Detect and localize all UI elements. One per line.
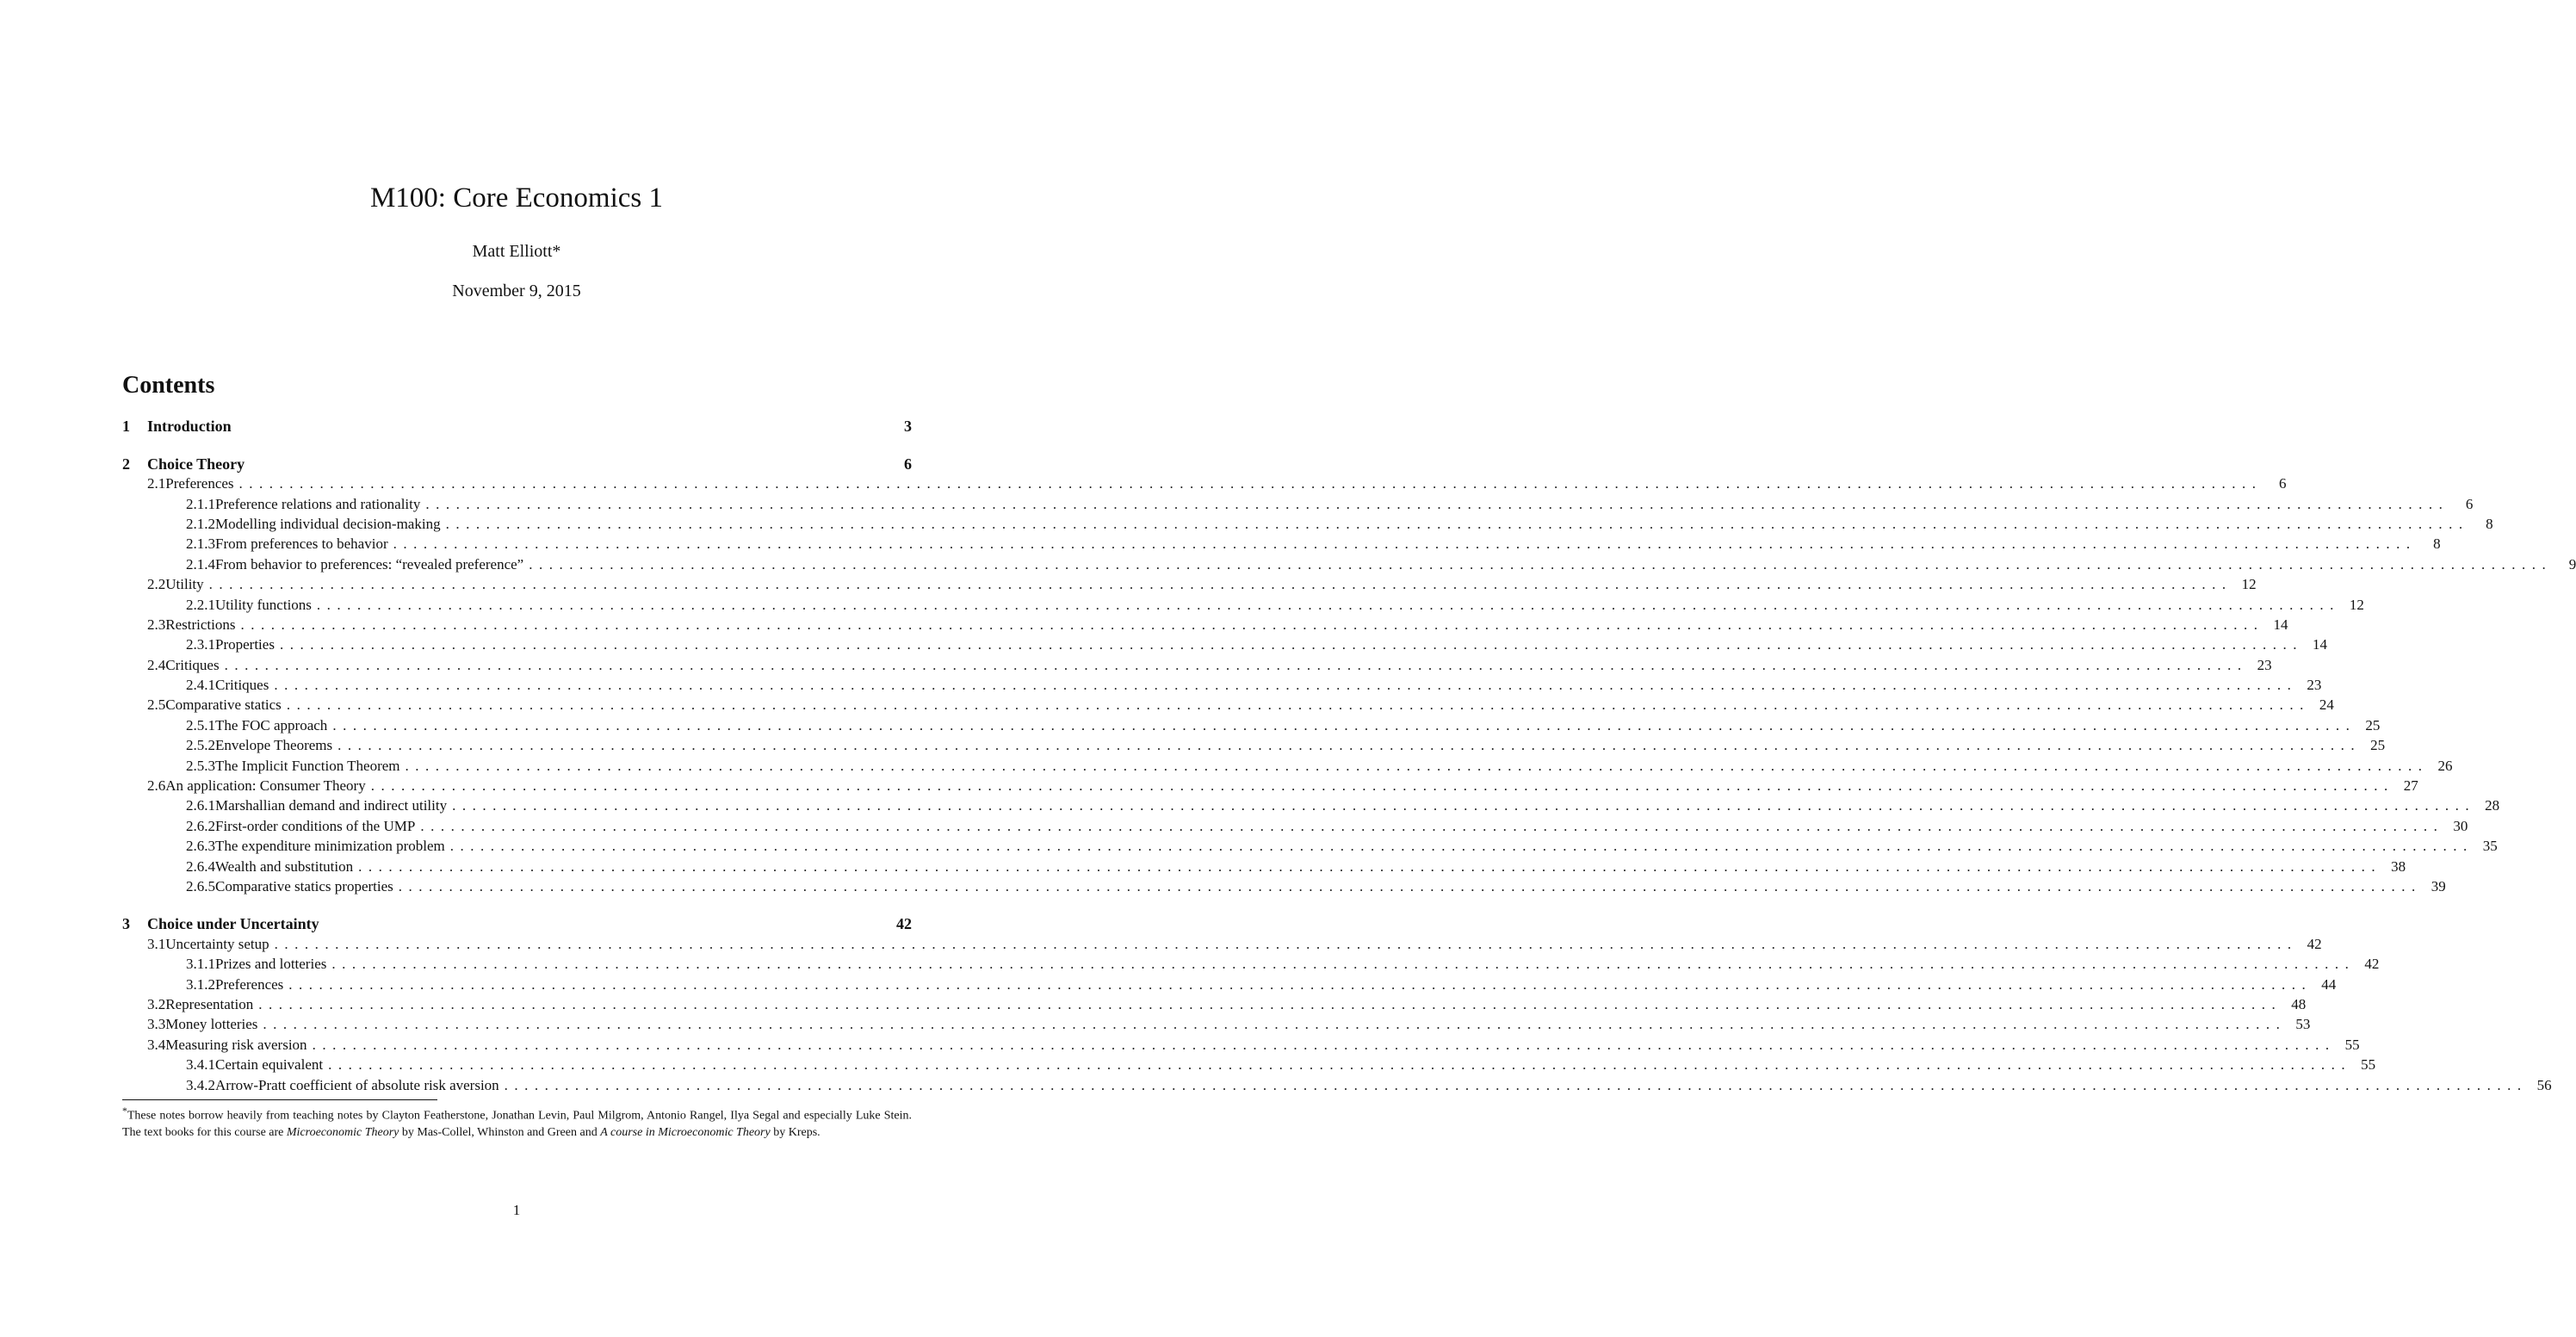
toc-entry-page: 6 — [2279, 475, 2287, 492]
toc-entry-label: Comparative statics properties — [215, 877, 393, 894]
toc-entry-page: 6 — [904, 455, 912, 473]
toc-dot-leader: ........................................................................................................................................................................................................ — [316, 596, 2340, 613]
toc-dot-leader: ........................................................................................................................................................................................................ — [224, 656, 2248, 673]
toc-dot-leader: ........................................................................................................................................................................................................ — [420, 817, 2444, 834]
toc-entry-chapter[interactable] — [122, 913, 912, 932]
toc-entry-number: 2.2.1 — [186, 596, 215, 613]
toc-entry-label: Prizes and lotteries — [215, 956, 327, 973]
toc-entry-page: 12 — [2349, 596, 2364, 613]
footnote-book-1: Microeconomic Theory — [286, 1126, 399, 1140]
toc-entry-subsection[interactable] — [122, 674, 2322, 694]
toc-entry-page: 23 — [2307, 677, 2322, 694]
document-date: November 9, 2015 — [452, 282, 581, 300]
toc-entry-page: 55 — [2344, 1036, 2360, 1053]
footnote-rule — [122, 1099, 437, 1100]
toc-entry-subsection[interactable] — [122, 855, 2406, 875]
toc-entry-label: Preferences — [165, 475, 234, 492]
toc-entry-section[interactable] — [122, 694, 2334, 714]
toc-entry-section[interactable] — [122, 1033, 2360, 1053]
toc-entry-page: 9 — [2568, 555, 2576, 573]
toc-entry-label: The expenditure minimization problem — [215, 838, 445, 855]
toc-entry-subsection[interactable] — [122, 814, 2468, 834]
toc-entry-page: 14 — [2273, 616, 2288, 633]
toc-entry-page: 12 — [2241, 576, 2257, 593]
toc-dot-leader: ........................................................................................................................................................................................................ — [208, 576, 2232, 593]
toc-entry-label: First-order conditions of the UMP — [215, 817, 416, 834]
toc-entry-subsection[interactable] — [122, 1074, 2552, 1093]
toc-entry-number: 2.6 — [147, 777, 166, 795]
contents-heading: Contents — [122, 372, 215, 399]
table-of-contents — [122, 415, 2576, 1094]
footnote-text-1: These notes borrow heavily from teaching notes by Clayton Featherstone, Jonathan Levin, Paul Milgrom, Antonio Rangel, Ilya Segal and especially Luke Stein. The text books for this course are — [122, 1109, 912, 1140]
toc-entry-label: Introduction — [147, 418, 232, 436]
toc-entry-subsection[interactable] — [122, 754, 2453, 774]
document-title: M100: Core Economics 1 — [369, 183, 664, 214]
toc-entry-number: 2.1.4 — [186, 555, 215, 573]
toc-entry-subsection[interactable] — [122, 953, 2380, 973]
toc-dot-leader: ........................................................................................................................................................................................................ — [398, 877, 2422, 894]
toc-entry-page: 30 — [2453, 817, 2468, 834]
toc-entry-number: 3.3 — [147, 1016, 166, 1033]
toc-entry-page: 42 — [2307, 935, 2322, 952]
toc-dot-leader: ........................................................................................................................................................................................................ — [238, 475, 2263, 492]
toc-entry-label: Marshallian demand and indirect utility — [215, 797, 448, 814]
toc-dot-leader: ........................................................................................................................................................................................................ — [337, 737, 2362, 754]
toc-entry-page: 44 — [2321, 975, 2337, 993]
footnote-mark: * — [122, 1105, 127, 1117]
toc-entry-number: 2.1.1 — [186, 495, 215, 512]
toc-entry-label: Properties — [215, 636, 275, 653]
toc-entry-page: 26 — [2437, 757, 2453, 774]
toc-entry-page: 28 — [2485, 797, 2500, 814]
toc-entry-number: 2.6.2 — [186, 817, 215, 834]
toc-entry-label: Choice Theory — [147, 455, 245, 473]
footnote-book-2: A course in Microeconomic Theory — [600, 1126, 771, 1140]
toc-gap — [122, 435, 912, 452]
toc-entry-page: 6 — [2465, 495, 2474, 512]
toc-entry-number: 2.3 — [147, 616, 166, 633]
toc-gap — [122, 895, 912, 913]
toc-entry-page: 56 — [2536, 1076, 2552, 1093]
toc-entry-number: 3 — [122, 915, 130, 933]
toc-entry-label: An application: Consumer Theory — [165, 777, 366, 795]
toc-entry-number: 2.2 — [147, 576, 166, 593]
toc-entry-subsection[interactable] — [122, 513, 2493, 533]
toc-entry-page: 39 — [2430, 877, 2446, 894]
toc-entry-label: From preferences to behavior — [215, 535, 388, 553]
toc-dot-leader: ........................................................................................................................................................................................................ — [312, 1036, 2336, 1053]
toc-entry-label: Representation — [165, 995, 254, 1012]
toc-entry-number: 3.1.2 — [186, 975, 215, 993]
toc-entry-subsection[interactable] — [122, 1054, 2376, 1074]
toc-dot-leader: ........................................................................................................................................................................................................ — [370, 777, 2394, 795]
toc-entry-label: Restrictions — [165, 616, 236, 633]
toc-dot-leader: ........................................................................................................................................................................................................ — [328, 1056, 2352, 1074]
toc-dot-leader: ........................................................................................................................................................................................................ — [286, 696, 2310, 714]
toc-entry-number: 3.4 — [147, 1036, 166, 1053]
toc-entry-chapter[interactable] — [122, 415, 912, 435]
toc-dot-leader: ........................................................................................................................................................................................................ — [358, 857, 2382, 875]
toc-entry-section[interactable] — [122, 473, 2287, 492]
toc-entry-label: The FOC approach — [215, 716, 328, 733]
toc-dot-leader: ........................................................................................................................................................................................................ — [274, 935, 2298, 952]
toc-entry-label: Arrow-Pratt coefficient of absolute risk aversion — [215, 1076, 499, 1093]
toc-entry-label: Critiques — [165, 656, 220, 673]
toc-dot-leader: ........................................................................................................................................................................................................ — [405, 757, 2429, 774]
toc-entry-page: 38 — [2391, 857, 2406, 875]
toc-entry-section[interactable] — [122, 573, 2257, 593]
toc-entry-label: Preferences — [215, 975, 284, 993]
toc-dot-leader: ........................................................................................................................................................................................................ — [504, 1076, 2528, 1093]
toc-entry-number: 2.5.2 — [186, 737, 215, 754]
toc-dot-leader: ........................................................................................................................................................................................................ — [240, 616, 2264, 633]
toc-entry-label: Preference relations and rationality — [215, 495, 421, 512]
toc-entry-subsection[interactable] — [122, 734, 2386, 754]
toc-entry-section[interactable] — [122, 1013, 2311, 1033]
toc-entry-subsection[interactable] — [122, 973, 2337, 993]
toc-entry-number: 2.1 — [147, 475, 166, 492]
toc-entry-section[interactable] — [122, 993, 2307, 1013]
toc-entry-section[interactable] — [122, 614, 2288, 634]
toc-dot-leader: ........................................................................................................................................................................................................ — [449, 838, 2474, 855]
toc-dot-leader: ........................................................................................................................................................................................................ — [288, 975, 2313, 993]
toc-dot-leader: ........................................................................................................................................................................................................ — [529, 555, 2553, 573]
toc-entry-label: Choice under Uncertainty — [147, 915, 319, 933]
toc-entry-page: 8 — [2433, 535, 2441, 553]
toc-entry-page: 53 — [2295, 1016, 2311, 1033]
toc-dot-leader: ........................................................................................................................................................................................................ — [331, 956, 2356, 973]
toc-entry-label: The Implicit Function Theorem — [215, 757, 400, 774]
toc-entry-chapter[interactable] — [122, 452, 912, 472]
toc-entry-subsection[interactable] — [122, 593, 2364, 613]
footnote — [122, 1103, 912, 1142]
toc-entry-label: Critiques — [215, 677, 269, 694]
toc-dot-leader: ........................................................................................................................................................................................................ — [393, 535, 2417, 553]
toc-entry-section[interactable] — [122, 932, 2322, 952]
toc-entry-number: 2.5 — [147, 696, 166, 714]
toc-entry-page: 48 — [2291, 995, 2307, 1012]
toc-entry-number: 3.1 — [147, 935, 166, 952]
toc-entry-number: 2.1.3 — [186, 535, 215, 553]
toc-entry-page: 25 — [2365, 716, 2381, 733]
toc-entry-subsection[interactable] — [122, 634, 2327, 653]
toc-entry-subsection[interactable] — [122, 492, 2474, 512]
toc-entry-page: 35 — [2482, 838, 2498, 855]
toc-entry-page: 8 — [2486, 515, 2493, 532]
toc-entry-number: 3.1.1 — [186, 956, 215, 973]
toc-entry-subsection[interactable] — [122, 795, 2500, 814]
toc-entry-label: Envelope Theorems — [215, 737, 333, 754]
toc-entry-page: 42 — [896, 915, 912, 933]
toc-entry-number: 3.4.2 — [186, 1076, 215, 1093]
toc-dot-leader: ........................................................................................................................................................................................................ — [445, 515, 2469, 532]
toc-entry-number: 3.4.1 — [186, 1056, 215, 1074]
toc-entry-subsection[interactable] — [122, 876, 2446, 895]
toc-dot-leader: ........................................................................................................................................................................................................ — [279, 636, 2303, 653]
page-number: 1 — [512, 1202, 521, 1218]
toc-entry-page: 23 — [2257, 656, 2272, 673]
toc-entry-label: Certain equivalent — [215, 1056, 324, 1074]
toc-entry-page: 25 — [2370, 737, 2386, 754]
toc-entry-section[interactable] — [122, 775, 2418, 795]
toc-entry-subsection[interactable] — [122, 533, 2441, 553]
toc-entry-label: Wealth and substitution — [215, 857, 354, 875]
toc-entry-page: 42 — [2364, 956, 2380, 973]
toc-entry-subsection[interactable] — [122, 714, 2381, 733]
toc-dot-leader: ........................................................................................................................................................................................................ — [425, 495, 2449, 512]
toc-entry-number: 2.4.1 — [186, 677, 215, 694]
toc-entry-label: From behavior to preferences: “revealed preference” — [215, 555, 524, 573]
toc-dot-leader: ........................................................................................................................................................................................................ — [258, 995, 2282, 1012]
toc-entry-page: 27 — [2403, 777, 2418, 795]
toc-entry-page: 24 — [2319, 696, 2334, 714]
toc-entry-subsection[interactable] — [122, 553, 2576, 573]
toc-entry-number: 2 — [122, 455, 130, 473]
toc-dot-leader: ........................................................................................................................................................................................................ — [263, 1016, 2287, 1033]
toc-entry-number: 2.6.1 — [186, 797, 215, 814]
toc-entry-label: Uncertainty setup — [165, 935, 269, 952]
toc-entry-number: 3.2 — [147, 995, 166, 1012]
toc-entry-number: 2.5.3 — [186, 757, 215, 774]
toc-entry-number: 2.1.2 — [186, 515, 215, 532]
toc-entry-page: 3 — [904, 418, 912, 436]
toc-entry-number: 2.6.3 — [186, 838, 215, 855]
toc-entry-number: 2.5.1 — [186, 716, 215, 733]
toc-entry-subsection[interactable] — [122, 835, 2498, 855]
toc-entry-number: 2.6.4 — [186, 857, 215, 875]
toc-dot-leader: ........................................................................................................................................................................................................ — [332, 716, 2356, 733]
toc-entry-label: Utility functions — [215, 596, 312, 613]
toc-entry-page: 55 — [2361, 1056, 2376, 1074]
toc-dot-leader: ........................................................................................................................................................................................................ — [452, 797, 2476, 814]
toc-entry-number: 2.3.1 — [186, 636, 215, 653]
toc-entry-page: 14 — [2312, 636, 2327, 653]
footnote-text-2: by Mas-Collel, Whinston and Green and — [399, 1126, 601, 1140]
toc-entry-label: Modelling individual decision-making — [215, 515, 441, 532]
toc-entry-number: 2.6.5 — [186, 877, 215, 894]
footnote-text-3: by Kreps. — [770, 1126, 820, 1140]
toc-dot-leader: ........................................................................................................................................................................................................ — [274, 677, 2298, 694]
toc-entry-label: Utility — [165, 576, 204, 593]
document-author: Matt Elliott* — [472, 242, 561, 261]
toc-entry-label: Money lotteries — [165, 1016, 258, 1033]
toc-entry-label: Comparative statics — [165, 696, 282, 714]
toc-entry-number: 1 — [122, 418, 130, 436]
toc-entry-label: Measuring risk aversion — [165, 1036, 307, 1053]
toc-entry-section[interactable] — [122, 653, 2272, 673]
toc-entry-number: 2.4 — [147, 656, 166, 673]
